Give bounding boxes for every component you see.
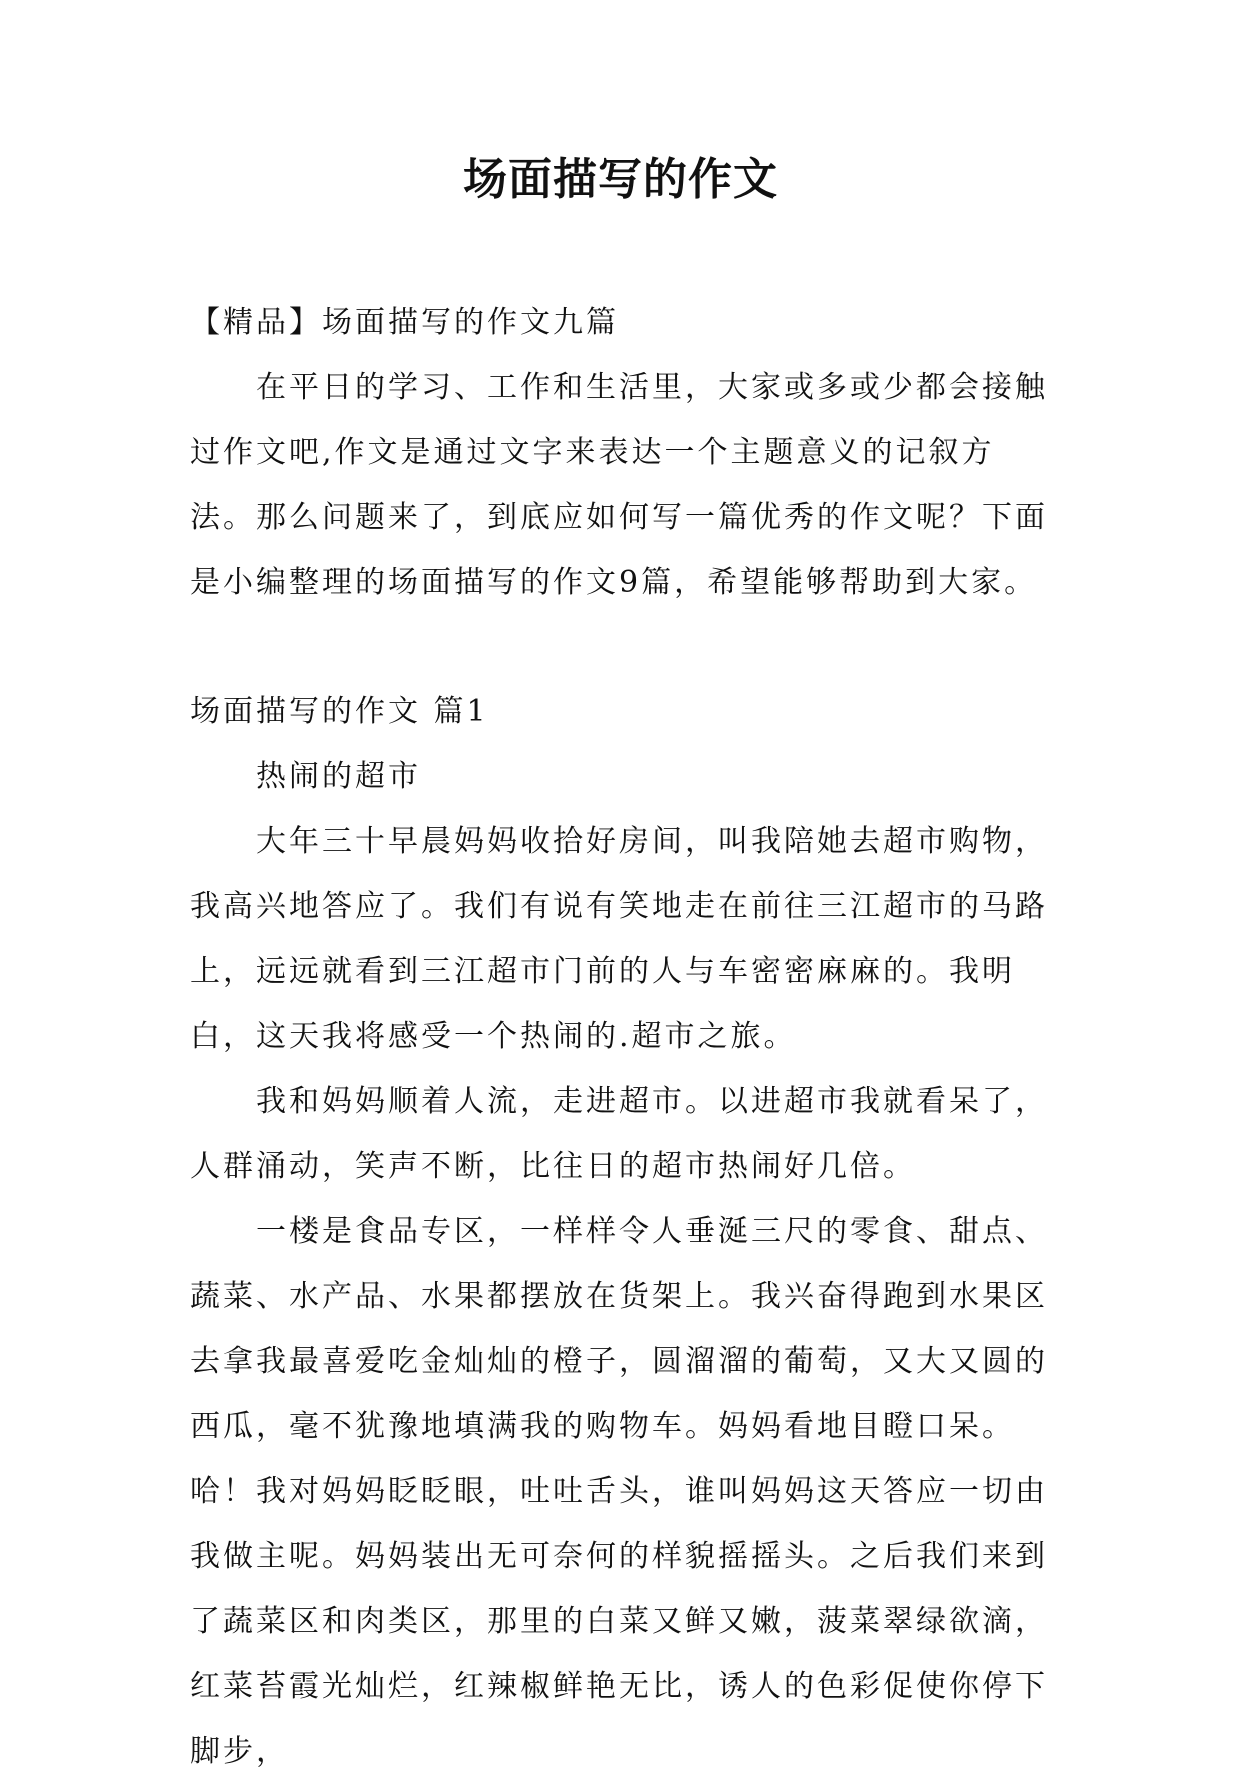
document-title: 场面描写的作文 (463, 154, 778, 205)
section-heading: 场面描写的作文 篇1 (190, 694, 489, 729)
essay-title: 热闹的超市 (256, 759, 421, 794)
essay-paragraph-3: 一楼是食品专区，一样样令人垂涎三尺的零食、甜点、蔬菜、水产品、水果都摆放在货架上。我兴奋得跑到水果区去拿我最喜爱吃金灿灿的橙子，圆溜溜的葡萄，又大又圆的西瓜，毫不犹豫地填满我的购物车。妈妈看地目瞪口呆。哈！我对妈妈眨眨眼，吐吐舌头，谁叫妈妈这天答应一切由我做主呢。妈妈装出无可奈何的样貌摇摇头。之后我们来到了蔬菜区和肉类区，那里的白菜又鲜又嫩，菠菜翠绿欲滴，红菜苔霞光灿烂，红辣椒鲜艳无比，诱人的色彩促使你停下脚步， (190, 1214, 1048, 1769)
section-spacer (190, 615, 1055, 679)
document-subtitle: 【精品】场面描写的作文九篇 (190, 305, 619, 340)
essay-paragraph-1: 大年三十早晨妈妈收拾好房间，叫我陪她去超市购物，我高兴地答应了。我们有说有笑地走在前往三江超市的马路上，远远就看到三江超市门前的人与车密密麻麻的。我明白，这天我将感受一个热闹的.超市之旅。 (190, 824, 1048, 1054)
document-body (190, 290, 1055, 1784)
essay-paragraph-2: 我和妈妈顺着人流，走进超市。以进超市我就看呆了，人群涌动，笑声不断，比往日的超市热闹好几倍。 (190, 1084, 1048, 1184)
intro-paragraph: 在平日的学习、工作和生活里，大家或多或少都会接触过作文吧,作文是通过文字来表达一个主题意义的记叙方法。那么问题来了，到底应如何写一篇优秀的作文呢？下面是小编整理的场面描写的作文9篇，希望能够帮助到大家。 (190, 370, 1048, 600)
